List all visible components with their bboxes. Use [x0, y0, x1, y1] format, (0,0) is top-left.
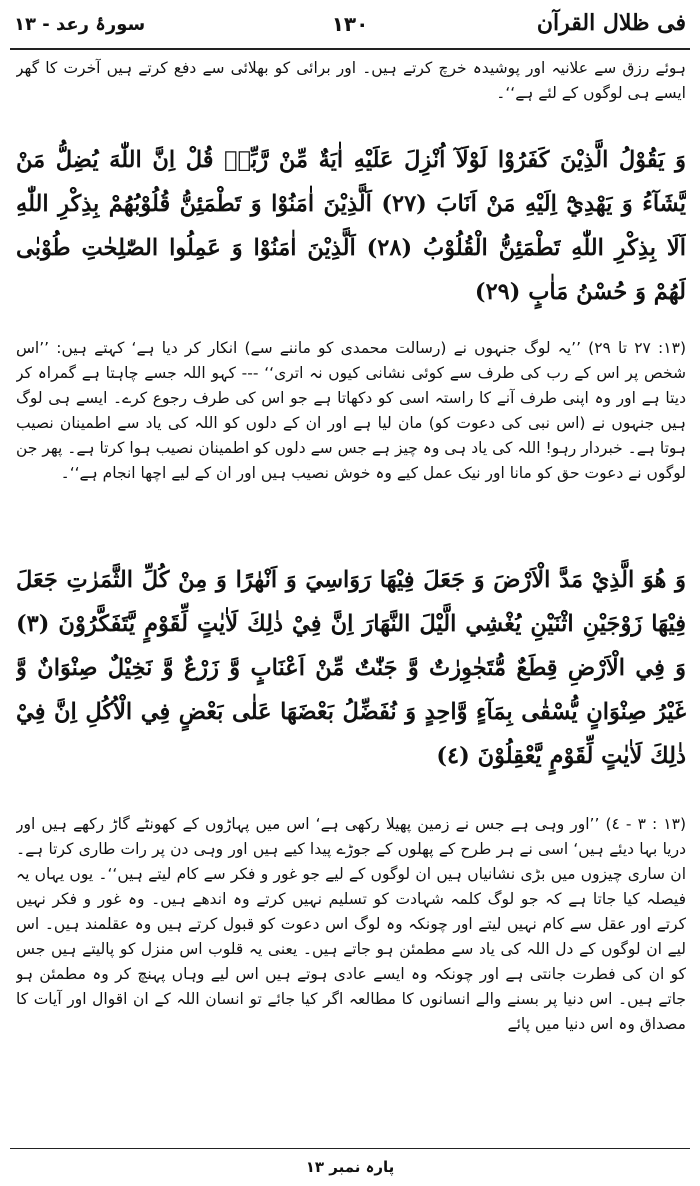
- book-title: فی ظلال القرآن: [536, 10, 686, 36]
- surah-label: سورۂ رعد - ١٣: [14, 14, 146, 35]
- page-body: [16, 56, 686, 1144]
- page-header: [10, 4, 690, 48]
- header-divider: [10, 48, 690, 50]
- quran-verses-3-4: وَ هُوَ الَّذِيْ مَدَّ الْاَرْضَ وَ جَعَلَ فِيْهَا رَوَاسِيَ وَ اَنْهٰرًا وَ مِنْ كُلِّ الثَّمَرٰتِ جَعَلَ فِيْهَا زَوْجَيْنِ اثْنَيْنِ يُغْشِي الَّيْلَ النَّهَارَ اِنَّ فِيْ ذٰلِكَ لَاٰيٰتٍ لِّقَوْمٍ يَّتَفَكَّرُوْنَ (٣) وَ فِي الْاَرْضِ قِطَعٌ مُّتَجٰوِرٰتٌ وَّ جَنّٰتٌ مِّنْ اَعْنَابٍ وَّ زَرْعٌ وَّ نَخِيْلٌ صِنْوَانٌ وَّ غَيْرُ صِنْوَانٍ يُّسْقٰى بِمَآءٍ وَّاحِدٍ وَ نُفَضِّلُ بَعْضَهَا عَلٰى بَعْضٍ فِي الْاُكُلِ اِنَّ فِيْ ذٰلِكَ لَاٰيٰتٍ لِّقَوْمٍ يَّعْقِلُوْنَ (٤): [16, 567, 686, 769]
- urdu-commentary: (١٣ : ٣ - ٤) ’’اور وہی ہے جس نے زمین پھیلا رکھی ہے‘ اس میں پہاڑوں کے کھونٹے گاڑ رکھے ہیں اور دریا بہا دیئے ہیں‘ اسی نے ہر طرح کے پھلوں کے جوڑے پیدا کیے ہیں اور وہی دن پر رات طاری کرتا ہے۔ ان ساری چیزوں میں بڑی نشانیاں ہیں ان لوگوں کے لیے جو غور و فکر سے کام لیتے ہیں‘‘۔ یوں یہاں یہ فیصلہ کیا جاتا ہے کہ جو لوگ کلمہ شہادت کو تسلیم نہیں کرتے وہ اندھے ہیں۔ وہ غور و فکر نہیں کرتے اور عقل سے کام نہیں لیتے اور چونکہ وہ لوگ اس دعوت کو قبول کرتے ہیں وہ عقلمند ہیں۔ اس لیے ان لوگوں کے دل اللہ کی یاد سے مطمئن ہو جاتے ہیں۔ یعنی یہ قلوب اس منزل کو پالیتے ہیں جس کو ان کی فطرت جانتی ہے اور چونکہ وہ ایسے عادی ہوتے ہیں اس لیے وہاں پہنچ کر وہ مطمئن ہو جاتے ہیں۔ اس دنیا پر بسنے والے انسانوں کا مطالعہ اگر کیا جائے تو انسان اللہ کے ان اقوال اور آیات کا مصداق وہ اس دنیا میں پائے: [16, 815, 686, 1033]
- page-number: ١٣٠: [331, 12, 369, 36]
- urdu-paragraph-1: ہوئے رزق سے علانیہ اور پوشیدہ خرچ کرتے ہیں۔ اور برائی کو بھلائی سے دفع کرتے ہیں آخرت کا گھر ایسے ہی لوگوں کے لئے ہے‘‘۔: [16, 59, 686, 102]
- para-label: پارہ نمبر ١٣: [305, 1158, 395, 1176]
- urdu-translation-27-29: (١٣: ٢٧ تا ٢٩) ’’یہ لوگ جنہوں نے (رسالت محمدی کو ماننے سے) انکار کر دیا ہے‘ کہتے ہیں: ’’اس شخص پر اس کے رب کی طرف سے کوئی نشانی کیوں نہ اتری‘‘ --- کہو اللہ جسے چاہتا ہے گمراہ کر دیتا ہے اور وہ اپنی طرف آنے کا راستہ اسی کو دکھاتا ہے جو اس کی طرف رجوع کرے۔ ایسے ہی لوگ ہیں جنہوں نے (اس نبی کی دعوت کو) مان لیا ہے اور ان کے دلوں کو اللہ کی یاد سے اطمینان نصیب ہوتا ہے۔ خبردار رہو! اللہ کی یاد ہی وہ چیز ہے جس سے دلوں کو اطمینان نصیب ہوا کرتا ہے۔ پھر جن لوگوں نے دعوت حق کو مانا اور نیک عمل کیے وہ خوش نصیب ہیں اور ان کے لیے اچھا انجام ہے‘‘۔: [16, 339, 686, 482]
- quran-verses-27-29: وَ يَقُوْلُ الَّذِيْنَ كَفَرُوْا لَوْلَآ اُنْزِلَ عَلَيْهِ اٰيَةٌ مِّنْ رَّبِّهٖ قُلْ اِنَّ اللّٰهَ يُضِلُّ مَنْ يَّشَآءُ وَ يَهْدِيْٓ اِلَيْهِ مَنْ اَنَابَ (٢٧) اَلَّذِيْنَ اٰمَنُوْا وَ تَطْمَئِنُّ قُلُوْبُهُمْ بِذِكْرِ اللّٰهِ اَلَا بِذِكْرِ اللّٰهِ تَطْمَئِنُّ الْقُلُوْبُ (٢٨) اَلَّذِيْنَ اٰمَنُوْا وَ عَمِلُوا الصّٰلِحٰتِ طُوْبٰى لَهُمْ وَ حُسْنُ مَاٰبٍ (٢٩): [16, 147, 686, 305]
- footer-divider: [10, 1148, 690, 1149]
